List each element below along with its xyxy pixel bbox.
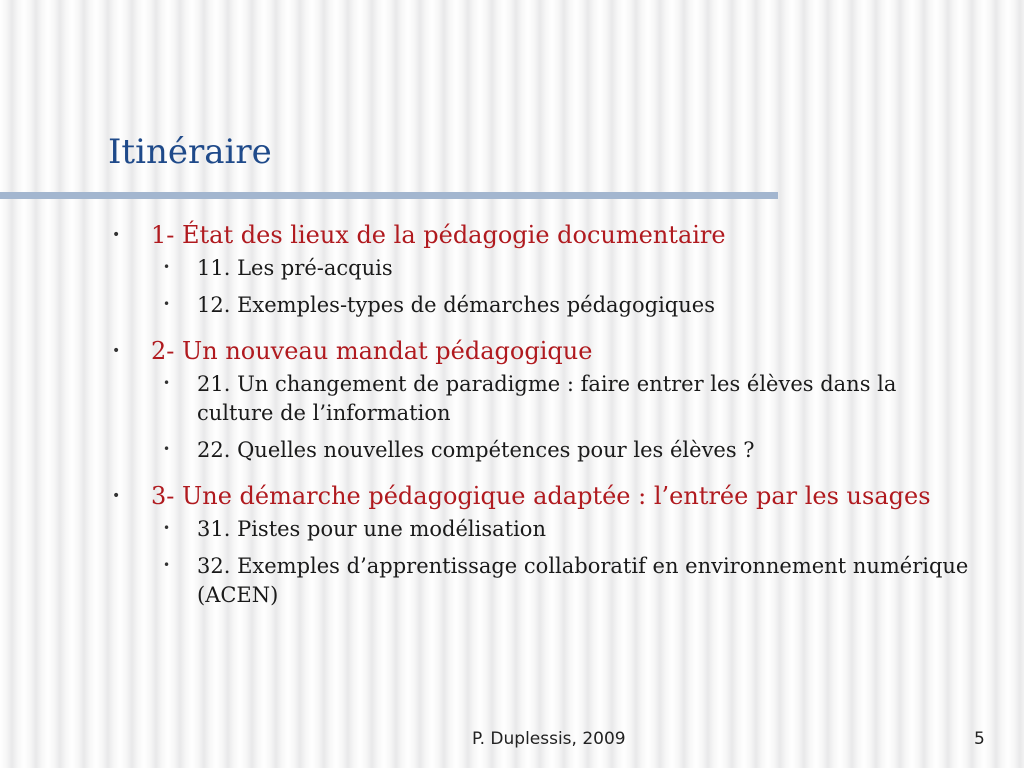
bullet-icon: •	[163, 297, 171, 311]
sub-list	[151, 515, 1024, 610]
slide-title: Itinéraire	[108, 132, 272, 172]
section-heading: 1- État des lieux de la pédagogie documentaire	[151, 221, 726, 249]
title-divider	[0, 192, 778, 199]
section-heading: 2- Un nouveau mandat pédagogique	[151, 337, 593, 365]
sub-item	[151, 515, 977, 544]
sub-item-label: 12. Exemples-types de démarches pédagogiques	[197, 293, 715, 317]
sub-item	[151, 552, 977, 610]
sub-item	[151, 254, 977, 283]
footer-author: P. Duplessis, 2009	[472, 729, 626, 749]
bullet-icon: •	[163, 376, 171, 390]
bullet-icon: •	[112, 488, 121, 504]
agenda-section	[0, 218, 1024, 320]
agenda-section	[0, 479, 1024, 610]
bullet-icon: •	[163, 558, 171, 572]
sub-item-label: 32. Exemples d’apprentissage collaboratif en environnement numérique (ACEN)	[197, 554, 969, 607]
section-heading: 3- Une démarche pédagogique adaptée : l’entrée par les usages	[151, 482, 931, 510]
bullet-icon: •	[112, 227, 121, 243]
sub-item-label: 31. Pistes pour une modélisation	[197, 517, 546, 541]
sub-item-label: 22. Quelles nouvelles compétences pour les élèves ?	[197, 438, 755, 462]
agenda-section	[0, 334, 1024, 465]
sub-list	[151, 254, 1024, 320]
bullet-icon: •	[112, 343, 121, 359]
sub-item	[151, 436, 977, 465]
bullet-icon: •	[163, 260, 171, 274]
sub-item	[151, 370, 977, 428]
sub-list	[151, 370, 1024, 465]
sub-item-label: 11. Les pré-acquis	[197, 256, 393, 280]
sub-item-label: 21. Un changement de paradigme : faire entrer les élèves dans la culture de l’information	[197, 372, 897, 425]
page-number: 5	[974, 729, 985, 749]
sub-item	[151, 291, 977, 320]
agenda-list	[0, 218, 1024, 624]
bullet-icon: •	[163, 521, 171, 535]
bullet-icon: •	[163, 442, 171, 456]
